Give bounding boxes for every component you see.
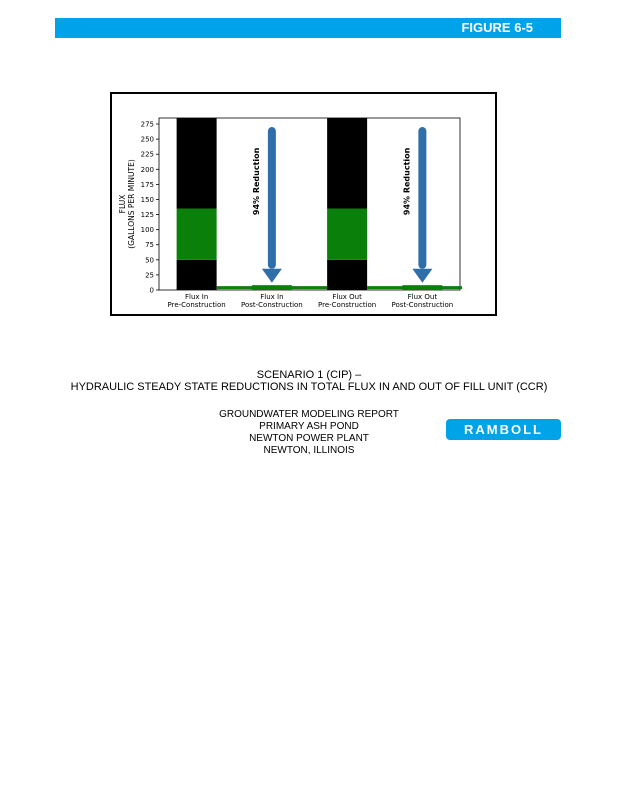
y-tick-label: 100 xyxy=(140,226,154,235)
y-tick-label: 50 xyxy=(145,256,154,265)
y-axis-label-units: (GALLONS PER MINUTE) xyxy=(127,159,136,249)
x-tick-label: Post-Construction xyxy=(241,301,303,309)
y-tick-label: 125 xyxy=(140,211,154,220)
reduction-arrow-shaft xyxy=(418,127,426,269)
caption-line-2: HYDRAULIC STEADY STATE REDUCTIONS IN TOTAL FLUX IN AND OUT OF FILL UNIT (CCR) xyxy=(70,381,548,393)
x-tick-label: Flux Out xyxy=(407,293,438,301)
y-tick-label: 150 xyxy=(140,195,154,204)
bar-segment-green xyxy=(177,209,217,260)
bar-segment-black xyxy=(327,260,367,290)
chart-frame xyxy=(110,92,497,316)
reduction-annotation: 94% Reduction xyxy=(251,147,261,216)
x-tick-label: Flux Out xyxy=(332,293,362,301)
x-tick-label: Flux In xyxy=(260,293,284,301)
x-tick-label: Pre-Construction xyxy=(318,301,377,309)
reduction-arrow-shaft xyxy=(268,127,276,269)
y-tick-label: 275 xyxy=(140,120,154,129)
reduction-annotation: 94% Reduction xyxy=(402,147,412,216)
figure-banner xyxy=(55,18,561,38)
y-tick-label: 200 xyxy=(140,165,154,174)
y-axis-label: FLUX xyxy=(118,194,127,214)
ramboll-logo: RAMBOLL xyxy=(446,419,561,440)
bar-segment-black xyxy=(177,260,217,290)
reduction-arrow-head xyxy=(412,269,432,283)
figure-label: FIGURE 6-5 xyxy=(461,20,533,35)
flux-chart xyxy=(112,94,495,314)
bar-segment-black xyxy=(177,118,217,209)
reduction-arrow-head xyxy=(262,269,282,283)
caption-line-1: SCENARIO 1 (CIP) – xyxy=(256,369,362,381)
bar-segment-green xyxy=(327,209,367,260)
x-tick-label: Flux In xyxy=(184,293,209,301)
report-site: PRIMARY ASH POND xyxy=(259,421,359,432)
y-tick-label: 75 xyxy=(145,241,154,250)
report-title: GROUNDWATER MODELING REPORT xyxy=(219,409,399,420)
bar-segment-black xyxy=(327,118,367,209)
y-tick-label: 225 xyxy=(140,150,154,159)
x-tick-label: Pre-Construction xyxy=(167,301,226,309)
report-location: NEWTON, ILLINOIS xyxy=(263,445,355,456)
report-plant: NEWTON POWER PLANT xyxy=(249,433,369,444)
y-tick-label: 250 xyxy=(140,135,154,144)
y-tick-label: 25 xyxy=(145,271,154,280)
x-tick-label: Post-Construction xyxy=(391,301,454,309)
y-tick-label: 175 xyxy=(140,180,154,189)
y-tick-label: 0 xyxy=(149,286,154,295)
